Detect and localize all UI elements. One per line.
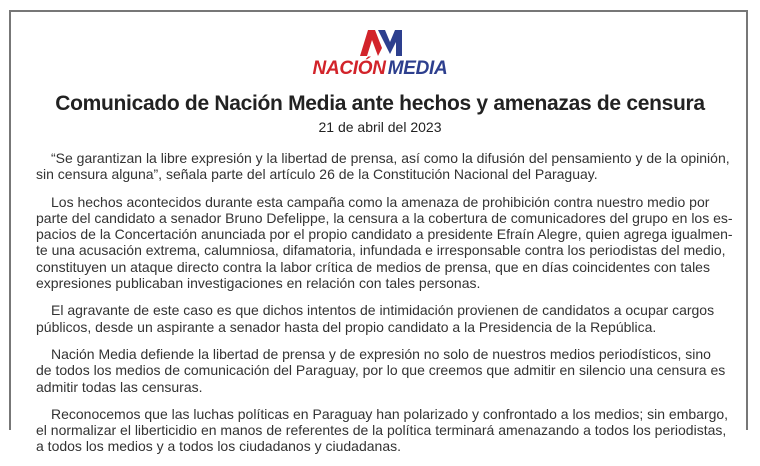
- text-line: públicos, desde un aspirante a senador hasta del propio candidato a la Presidencia de la República.: [36, 318, 657, 335]
- text-line: constituyen un ataque directo contra la labor crítica de medios de prensa, que en días coincidentes con tales: [36, 258, 710, 275]
- text-line: a todos los medios y a todos los ciudadanos y ciudadanas.: [36, 438, 402, 455]
- text-line: “Se garantizan la libre expresión y la libertad de prensa, así como la difusión del pensamiento y de la opinión,: [51, 150, 730, 166]
- page-title: Comunicado de Nación Media ante hechos y amenazas de censura: [55, 92, 705, 115]
- logo-wordmark: NACIÓN MEDIA: [312, 58, 448, 79]
- text-line: de todos los medios de comunicación del Paraguay, por lo que creemos que admitir en silencio una censura es: [36, 362, 726, 379]
- paragraph: [36, 346, 726, 395]
- text-line: pacios de la Concertación anunciada por el propio candidato a presidente Efraín Alegre, quien agrega igualmen-: [36, 226, 733, 243]
- text-line: Los hechos acontecidos durante esta campaña como la amenaza de prohibición contra nuestro medio por: [51, 193, 710, 210]
- text-line: Nación Media defiende la libertad de prensa y de expresión no solo de nuestros medios periodísticos, sino: [51, 345, 711, 362]
- text-line: sin censura alguna”, señala parte del artículo 26 de la Constitución Nacional del Paraguay.: [36, 166, 598, 183]
- text-line: parte del candidato a senador Bruno Defelippe, la censura a la cobertura de comunicadores del grupo en los es-: [36, 209, 733, 226]
- statement-body: [36, 150, 733, 466]
- publication-date: 21 de abril del 2023: [318, 119, 442, 135]
- paragraph: [36, 150, 730, 183]
- nacion-media-logo: [0, 30, 760, 80]
- paragraph: [36, 193, 733, 292]
- text-line: El agravante de este caso es que dichos intentos de intimidación provienen de candidatos a ocupar cargos: [51, 302, 715, 319]
- text-line: te una acusación extrema, calumniosa, difamatoria, infundada e irresponsable contra los periodistas del medio,: [36, 242, 726, 259]
- text-line: expresiones publicaban investigaciones en relación con tales personas.: [36, 275, 481, 292]
- nm-logo-mark-icon: [358, 30, 402, 56]
- text-line: admitir todas las censuras.: [36, 378, 203, 395]
- paragraph: [36, 302, 726, 335]
- text-line: el normalizar el liberticidio en manos de referentes de la política terminará amenazando a todos los periodistas,: [36, 422, 727, 439]
- paragraph: [36, 405, 729, 455]
- text-line: Reconocemos que las luchas políticas en Paraguay han polarizado y confrontado a los medios; sin embargo,: [51, 405, 729, 422]
